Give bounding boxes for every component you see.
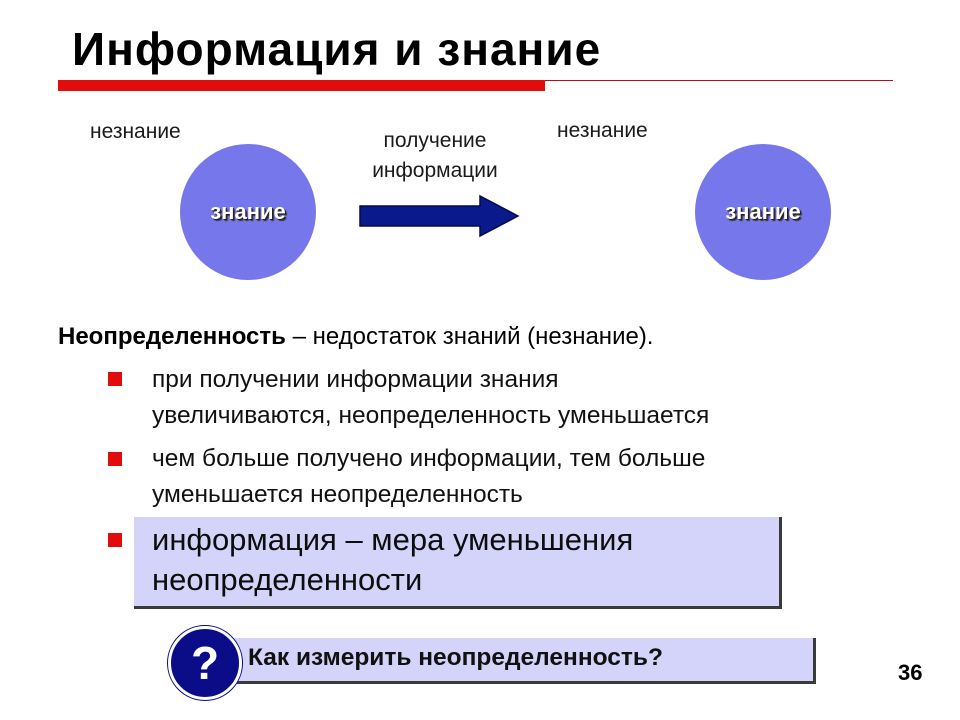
right-knowledge-circle [695,144,831,280]
title-underline-accent [58,80,545,91]
highlight-line2: неопределенности [152,562,423,597]
bullet-2-line2: уменьшается неопределенность [152,481,523,508]
question-text: Как измерить неопределенность? [248,644,663,671]
title-underline-rule [545,80,893,81]
left-ignorance-label: незнание [90,120,181,143]
arrow-caption-line2: информации [372,159,498,182]
highlight-statement [152,520,633,600]
bullet-2-line1: чем больше получено информации, тем больше [152,445,706,472]
arrow-caption [345,126,525,186]
right-knowledge-label: знание [725,199,801,224]
arrow-caption-line1: получение [383,129,487,152]
uncertainty-definition [58,323,653,351]
right-ignorance-label: незнание [557,119,648,142]
right-arrow-icon [358,194,522,238]
question-mark-icon: ? [168,626,242,700]
definition-term: Неопределенность [58,323,286,350]
bullet-1-line2: увеличиваются, неопределенность уменьшается [152,402,710,429]
highlight-line1: информация – мера уменьшения [152,522,634,557]
slide-title: Информация и знание [72,23,602,75]
page-number: 36 [898,660,923,685]
bullet-marker [108,533,122,547]
definition-text: – недостаток знаний (незнание). [285,323,654,350]
left-knowledge-label: знание [210,199,286,224]
bullet-1-line1: при получении информации знания [152,366,559,393]
left-knowledge-circle [180,144,316,280]
bullet-marker [108,372,122,386]
bullet-marker [108,452,122,466]
bullet-item-1 [152,362,709,434]
bullet-item-2 [152,441,705,513]
